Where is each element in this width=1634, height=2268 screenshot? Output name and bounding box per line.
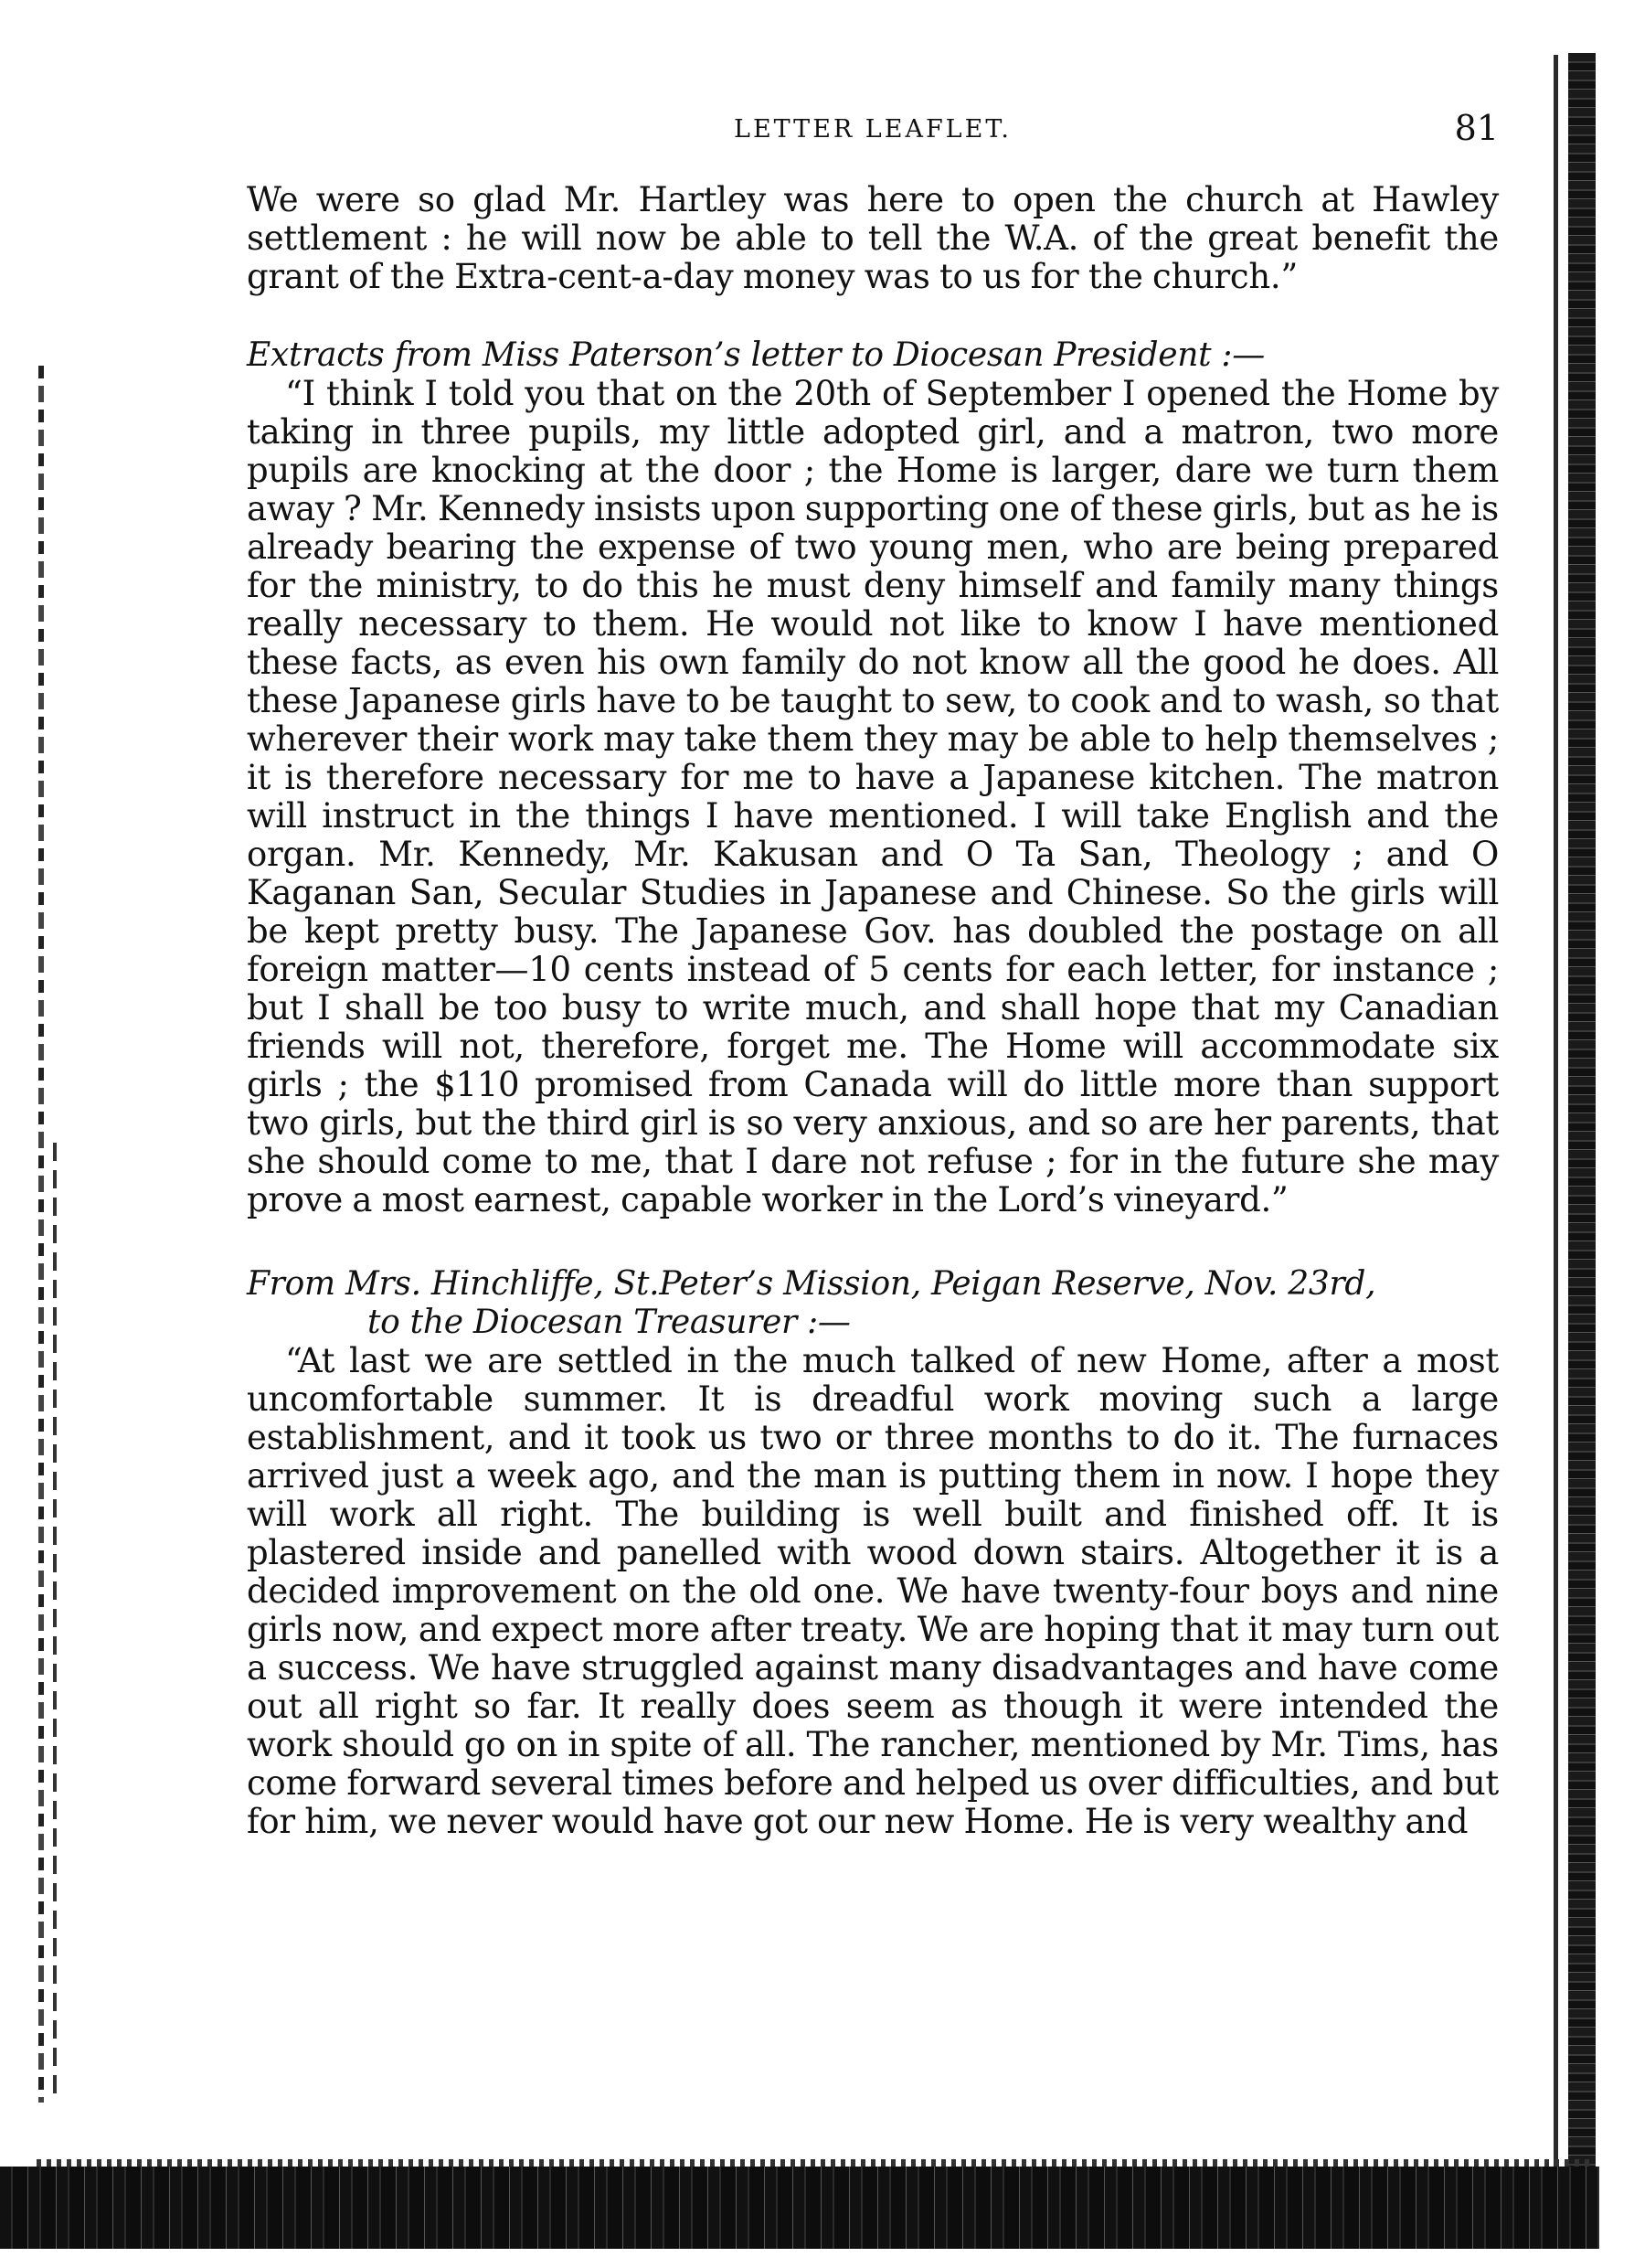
binding-edge-right	[1568, 53, 1596, 2220]
heading-line-2: to the Diocesan Treasurer :—	[367, 1304, 851, 1341]
page-edge-left-inner	[53, 1143, 57, 2093]
letter-paterson: “I think I told you that on the 20th of September I opened the Home by taking in three pupils, my little adopted girl, and a matron, two more pupils are knocking at the door ; the Home is larger, dare we turn them away ? Mr. Kennedy insists upon supporting one of these girls, but as he is already bearing the expense of two young men, who are being prepared for the ministry, to do this he must deny himself and family many things really necessary to them. He would not like to know I have mentioned these facts, as even his own family do not know all the good he does. All these Japanese girls have to be taught to sew, to cook and to wash, so that wherever their work may take them they may be able to help themselves ; it is therefore necessary for me to have a Japanese kitchen. The matron will instruct in the things I have mentioned. I will take English and the organ. Mr. Kennedy, Mr. Kakusan and O Ta San, Theology ; and O Kaganan San, Secular Studies in Japanese and Chinese. So the girls will be kept pretty busy. The Japanese Gov. has doubled the postage on all foreign matter—10 cents instead of 5 cents for each letter, for instance ; but I shall be too busy to write much, and shall hope that my Canadian friends will not, therefore, forget me. The Home will accommodate six girls ; the $110 promised from Canada will do little more than support two girls, but the third girl is so very anxious, and so are her parents, that she should come to me, that I dare not refuse ; for in the future she may prove a most earnest, capable worker in the Lord’s vineyard.”	[247, 374, 1499, 1219]
letter-heading-hinchliffe	[247, 1265, 1499, 1342]
heading-line-1: From Mrs. Hinchliffe, St.Peter’s Mission, Peigan Reserve, Nov. 23rd,	[247, 1265, 1376, 1303]
letter-hinchliffe: “At last we are settled in the much talked of new Home, after a most uncomfortable summer. It is dreadful work moving such a large establishment, and it took us two or three months to do it. The furnaces arrived just a week ago, and the man is putting them in now. I hope they will work all right. The building is well built and finished off. It is plastered inside and panelled with wood down stairs. Altogether it is a decided improvement on the old one. We have twenty-four boys and nine girls now, and expect more after treaty. We are hoping that it may turn out a success. We have struggled against many disadvantages and have come out all right so far. It really does seem as though it were intended the work should go on in spite of all. The rancher, mentioned by Mr. Tims, has come forward several times before and helped us over difficulties, and but for him, we never would have got our new Home. He is very wealthy and	[247, 1341, 1499, 1841]
page-edge-bottom	[0, 2167, 1599, 2249]
letter-heading-paterson: Extracts from Miss Paterson’s letter to Diocesan President :—	[247, 336, 1265, 374]
page-number: 81	[1454, 108, 1499, 148]
page-header	[247, 108, 1499, 163]
body-text	[247, 181, 1499, 1841]
running-title: LETTER LEAFLET.	[734, 115, 1012, 144]
intro-paragraph: We were so glad Mr. Hartley was here to open the church at Hawley settlement : he will now be able to tell the W.A. of the great benefit the grant of the Extra-cent-a-day money was to us for the church.”	[247, 180, 1499, 296]
binding-edge-line	[1554, 55, 1558, 2212]
page-edge-left	[38, 366, 44, 2103]
